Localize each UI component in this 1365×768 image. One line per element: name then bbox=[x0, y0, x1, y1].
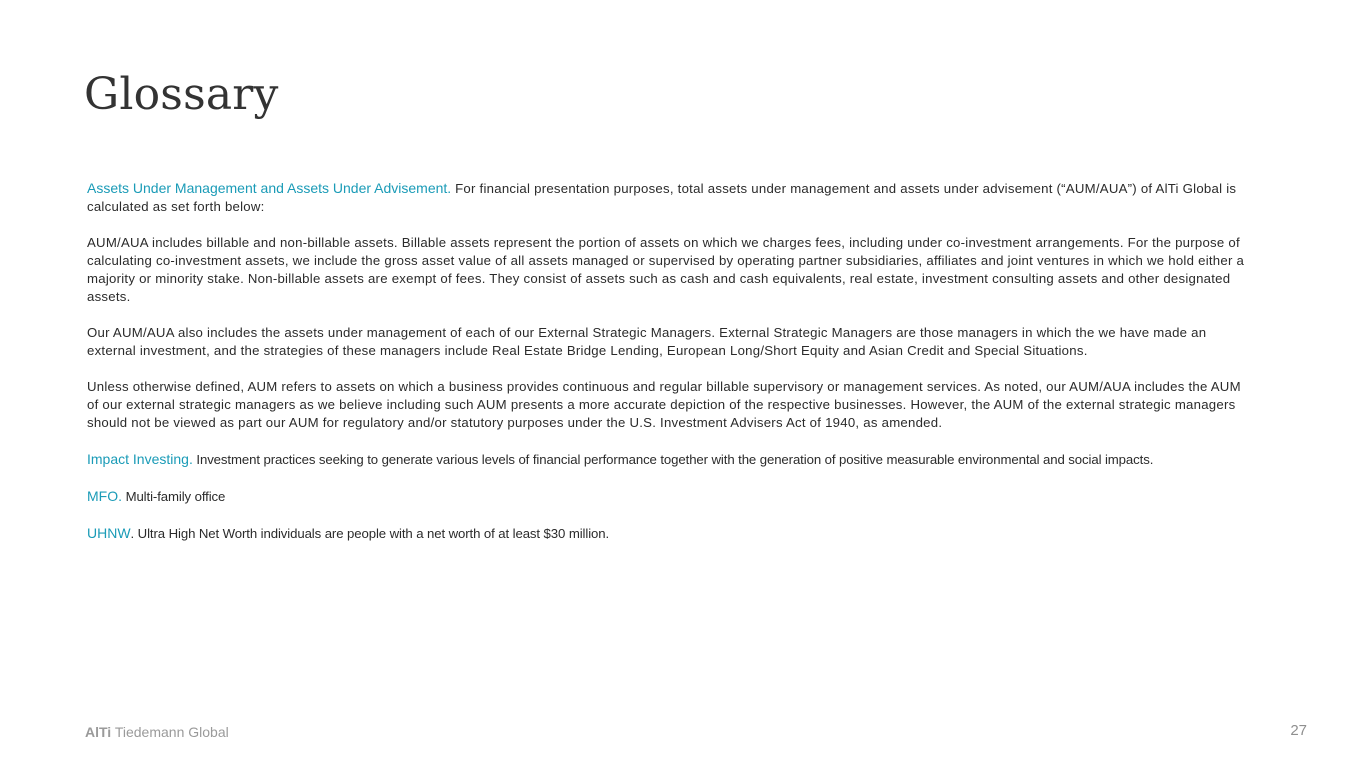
page-number: 27 bbox=[1290, 722, 1307, 739]
glossary-body bbox=[87, 179, 1252, 543]
glossary-term: Assets Under Management and Assets Under Advisement. bbox=[87, 180, 452, 196]
glossary-entry-mfo bbox=[87, 487, 1252, 506]
footer-brand-logo bbox=[85, 723, 229, 741]
page-title: Glossary bbox=[84, 69, 279, 120]
glossary-definition: For financial presentation purposes, total assets under management and assets under advisement (“AUM/AUA”) of AlTi Global is calculated as set forth below: bbox=[87, 181, 1237, 214]
glossary-paragraph: Our AUM/AUA also includes the assets under management of each of our External Strategic Managers. External Strategic Managers are those managers in which the we have made an external investment, and the strategies of these managers include Real Estate Bridge Lending, European Long/Short Equity and Asian Credit and Special Situations. bbox=[87, 325, 1207, 358]
glossary-entry-aum bbox=[87, 179, 1252, 216]
glossary-term: MFO. bbox=[87, 488, 122, 504]
glossary-definition: Investment practices seeking to generate various levels of financial performance together with the generation of positive measurable environmental and social impacts. bbox=[192, 452, 1154, 467]
brand-name-rest: Tiedemann Global bbox=[111, 724, 229, 740]
glossary-paragraph: AUM/AUA includes billable and non-billable assets. Billable assets represent the portion of assets on which we charges fees, including under co-investment arrangements. For the purpose of calculating co-investment assets, we include the gross asset value of all assets managed or supervised by operating partner subsidiaries, affiliates and joint ventures in which we hold either a majority or minority stake. Non-billable assets are exempt of fees. They consist of assets such as cash and cash equivalents, real estate, investment consulting assets and other designated assets. bbox=[87, 235, 1245, 304]
glossary-definition: . Ultra High Net Worth individuals are people with a net worth of at least $30 million. bbox=[130, 526, 610, 541]
glossary-entry-impact-investing bbox=[87, 450, 1252, 469]
glossary-term: UHNW bbox=[87, 525, 131, 541]
brand-name-strong: AlTi bbox=[85, 724, 112, 740]
glossary-paragraph: Unless otherwise defined, AUM refers to assets on which a business provides continuous and regular billable supervisory or management services. As noted, our AUM/AUA includes the AUM of our external strategic managers as we believe including such AUM presents a more accurate depiction of the respective businesses. However, the AUM of the external strategic managers should not be viewed as part our AUM for regulatory and/or statutory purposes under the U.S. Investment Advisers Act of 1940, as amended. bbox=[87, 379, 1241, 430]
glossary-definition: Multi-family office bbox=[122, 489, 226, 504]
glossary-entry-uhnw bbox=[87, 524, 1252, 543]
glossary-term: Impact Investing. bbox=[87, 451, 193, 467]
